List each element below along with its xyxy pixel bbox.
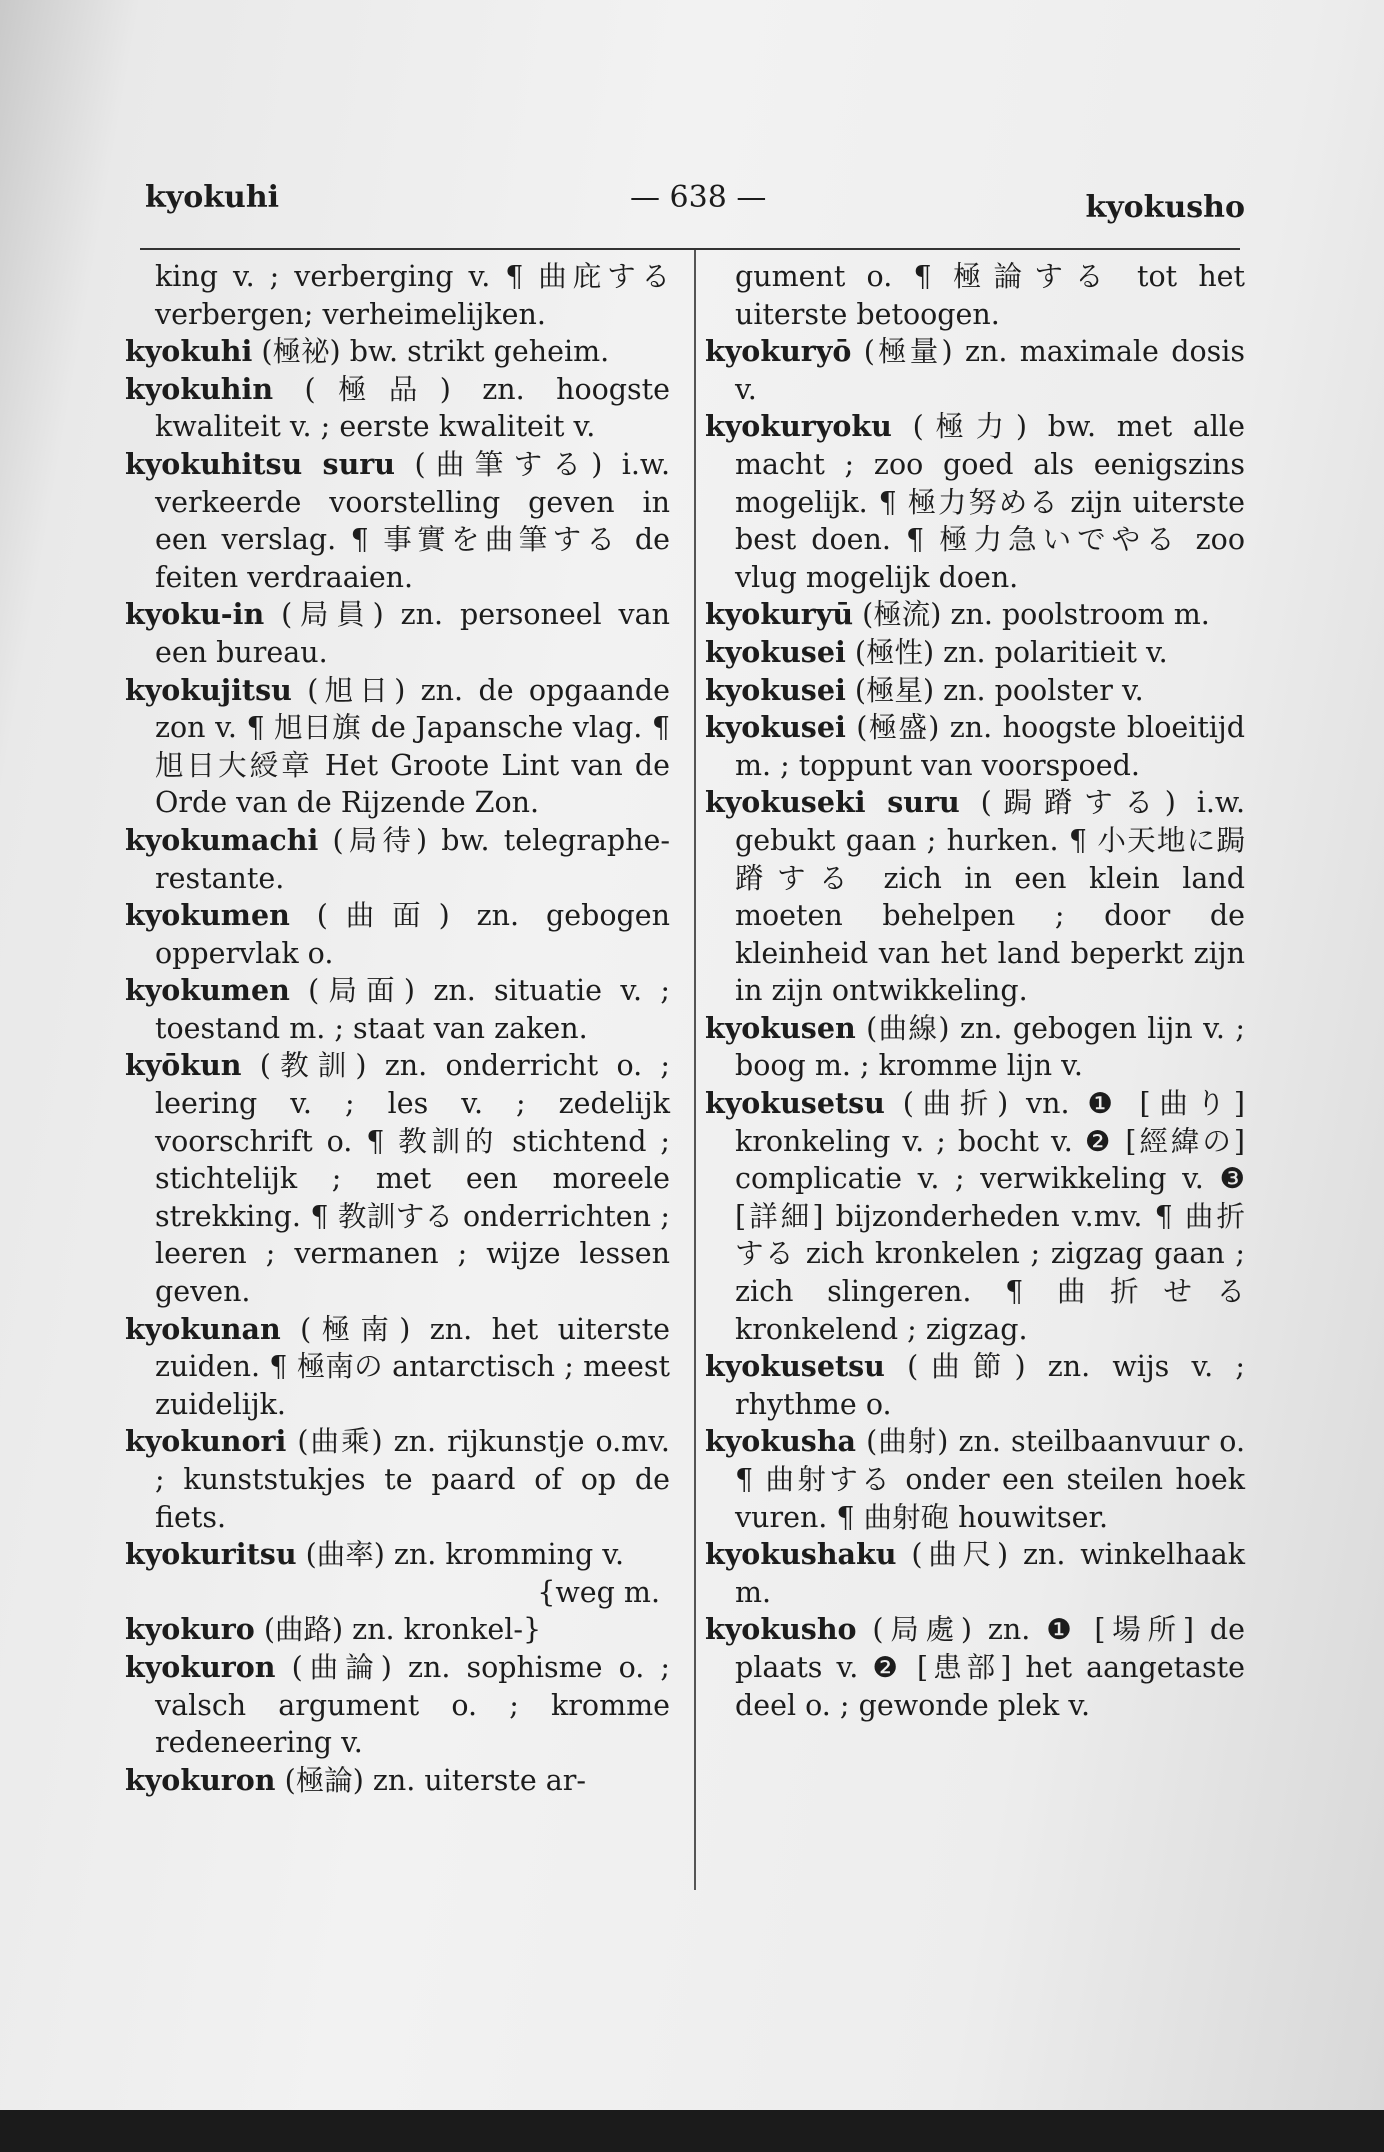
dictionary-entry: kyokuryū (極流) zn. poolstroom m. [705,597,1210,632]
headword: kyokumen [125,973,290,1008]
dictionary-entry: kyokuseki suru (跼蹐する) i.w. gebukt gaan ; hurken. ¶ 小天地に跼蹐する zich in een klein land moeten behelpen ; door de kleinheid van het land beperkt zijn in zijn ontwikkeling. [705,785,1246,1008]
left-guide-word: kyokuhi [145,180,280,215]
header-rule [140,248,1240,250]
dictionary-entry: kyokusho (局處) zn. ❶ [場所] de plaats v. ❷ [患部] het aangetaste deel o. ; gewonde plek v. [705,1612,1245,1722]
dictionary-entry: kyokushaku (曲尺) zn. winkelhaak m. [705,1537,1245,1609]
dictionary-entry: kyokuritsu (曲率) zn. kromming v. [125,1537,625,1572]
headword: kyokumen [125,898,290,933]
dictionary-entry: kyokuhin (極品) zn. hoogste kwaliteit v. ; eerste kwaliteit v. [125,371,670,444]
column-divider [694,250,696,1890]
dictionary-entry: kyokumachi (局待) bw. telegraphe-restante. [125,822,671,895]
dictionary-entry: kyokusei (極盛) zn. hoogste bloeitijd m. ; toppunt van voorspoed. [705,710,1245,782]
headword: kyoku-in [125,597,265,632]
headword: kyokusetsu [705,1086,885,1121]
dictionary-entry: king v. ; verberging v. ¶ 曲庇する verbergen; verheimelijken. [155,260,670,331]
headword: kyokujitsu [125,672,292,707]
headword: kyokunan [125,1311,281,1346]
dictionary-entry: kyokusen (曲線) zn. gebogen lijn v. ; boog m. ; kromme lijn v. [705,1010,1245,1083]
dictionary-entry: kyokusetsu (曲折) vn. ❶ [曲り] kronkeling v. ; bocht v. ❷ [經緯の] complicatie v. ; verwikkeling v. ❸ [詳細] bijzonderheden v.mv. ¶ 曲折する zich kronkelen ; zigzag gaan ; zich slingeren. ¶ 曲折せる kronkelend ; zigzag. [705,1086,1245,1346]
dictionary-entry: kyokusha (曲射) zn. steilbaanvuur o. ¶ 曲射する onder een steilen hoek vuren. ¶ 曲射砲 houwitser. [705,1424,1246,1534]
headword: kyokuhin [125,371,274,406]
headword: kyokuryū [705,597,854,632]
dictionary-entry: kyokuron (曲論) zn. sophisme o. ; valsch argument o. ; kromme redeneering v. [125,1649,671,1760]
headword: kyokushaku [705,1537,897,1572]
headword: kyokuseki suru [705,785,960,820]
headword: kyokunori [125,1424,287,1459]
right-column [705,258,1245,1724]
dictionary-entry: kyokujitsu (旭日) zn. de opgaande zon v. ¶ 旭日旗 de Japansche vlag. ¶ 旭日大綬章 Het Groote Lint van de Orde van de Rijzende Zon. [125,672,670,820]
headword: kyokuro [125,1612,255,1647]
dictionary-entry: {weg m. [537,1575,660,1609]
headword: kyokusho [705,1612,857,1647]
headword: kyokumachi [125,822,319,857]
headword: kyokuritsu [125,1537,297,1572]
headword: kyokusei [705,672,846,707]
dictionary-entry: kyokuryō (極量) zn. maximale dosis v. [705,334,1245,406]
dictionary-entry: kyokunan (極南) zn. het uiterste zuiden. ¶ 極南の antarctisch ; meest zuidelijk. [125,1311,670,1421]
left-column [125,258,670,1799]
headword: kyokusetsu [705,1349,885,1384]
dictionary-entry: kyokumen (局面) zn. situatie v. ; toestand m. ; staat van zaken. [125,973,670,1045]
dictionary-entry: kyoku-in (局員) zn. personeel van een bureau. [125,597,671,669]
dictionary-entry: kyokusei (極星) zn. poolster v. [705,672,1144,707]
dictionary-entry: kyokuryoku (極力) bw. met alle macht ; zoo goed als eenigszins mogelijk. ¶ 極力努める zijn uiterste best doen. ¶ 極力急いでやる zoo vlug mogelijk doen. [705,409,1245,594]
headword: kyokusei [705,634,846,669]
headword: kyokuron [125,1649,276,1684]
dictionary-entry: kyokuron (極論) zn. uiterste ar- [125,1762,587,1797]
dictionary-entry: kyokuhi (極祕) bw. strikt geheim. [125,334,610,369]
headword: kyōkun [125,1048,242,1083]
headword: kyokusei [705,710,846,745]
dictionary-entry: kyokunori (曲乘) zn. rijkunstje o.mv. ; kunststukjes te paard of op de fiets. [125,1424,670,1534]
right-guide-word: kyokusho [1085,190,1245,225]
headword: kyokusha [705,1424,857,1459]
dictionary-entry: kyokuro (曲路) zn. kronkel-} [125,1612,542,1647]
page-number: — 638 — [630,180,767,215]
headword: kyokusen [705,1010,856,1045]
dictionary-entry: kyokumen (曲面) zn. gebogen oppervlak o. [125,898,671,970]
headword: kyokuryoku [705,409,892,444]
background-edge [0,2110,1384,2152]
page-header [145,180,1245,230]
headword: kyokuhi [125,334,253,369]
dictionary-entry: kyokusei (極性) zn. polaritieit v. [705,634,1168,669]
dictionary-entry: kyokuhitsu suru (曲筆する) i.w. verkeerde voorstelling geven in een verslag. ¶ 事實を曲筆する de feiten verdraaien. [125,446,671,594]
headword: kyokuron [125,1762,276,1797]
dictionary-entry: gument o. ¶ 極論する tot het uiterste betoogen. [735,260,1245,331]
dictionary-entry: kyokusetsu (曲節) zn. wijs v. ; rhythme o. [705,1349,1245,1421]
dictionary-entry: kyōkun (教訓) zn. onderricht o. ; leering v. ; les v. ; zedelijk voorschrift o. ¶ 教訓的 stichtend ; stichtelijk ; met een moreele strekking. ¶ 教訓する onderrichten ; leeren ; vermanen ; wijze lessen geven. [125,1048,671,1309]
headword: kyokuhitsu suru [125,446,396,481]
headword: kyokuryō [705,334,852,369]
